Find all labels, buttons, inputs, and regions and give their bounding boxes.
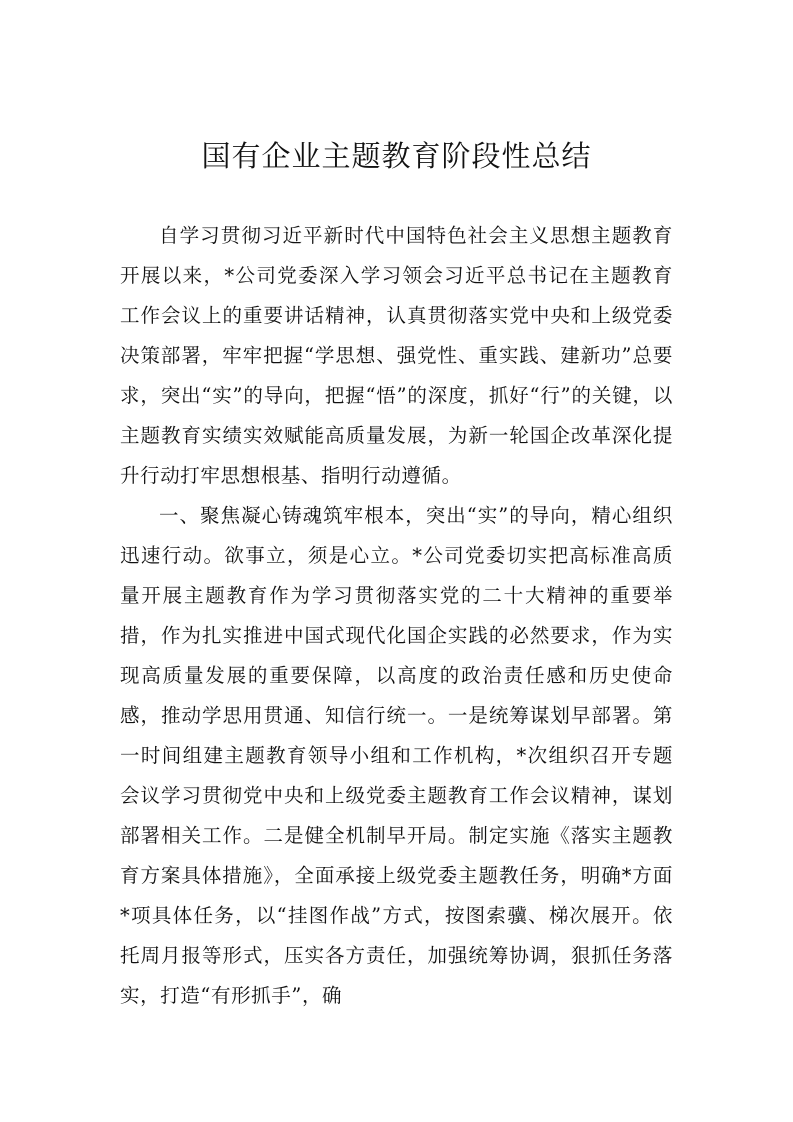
paragraph-section-one: 一、聚焦凝心铸魂筑牢根本，突出“实”的导向，精心组织迅速行动。欲事立，须是心立。*公司党委切实把高标准高质量开展主题教育作为学习贯彻落实党的二十大精神的重要举措，作为扎实推进中国式现代化国企实践的必然要求，作为实现高质量发展的重要保障，以高度的政治责任感和历史使命感，推动学思用贯通、知信行统一。一是统筹谋划早部署。第一时间组建主题教育领导小组和工作机构，*次组织召开专题会议学习贯彻党中央和上级党委主题教育工作会议精神，谋划部署相关工作。二是健全机制早开局。制定实施《落实主题教育方案具体措施》，全面承接上级党委主题教任务，明确*方面*项具体任务，以“挂图作战”方式，按图索骥、梯次展开。依托周月报等形式，压实各方责任，加强统筹协调，狠抓任务落实，打造“有形抓手”，确 — [120, 504, 673, 1007]
document-title: 国有企业主题教育阶段性总结 — [201, 139, 592, 173]
document-body — [120, 216, 673, 1016]
paragraph-intro: 自学习贯彻习近平新时代中国特色社会主义思想主题教育开展以来，*公司党委深入学习领会习近平总书记在主题教育工作会议上的重要讲话精神，认真贯彻落实党中央和上级党委决策部署，牢牢把握“学思想、强党性、重实践、建新功”总要求，突出“实”的导向，把握“悟”的深度，抓好“行”的关键，以主题教育实绩实效赋能高质量发展，为新一轮国企改革深化提升行动打牢思想根基、指明行动遵循。 — [120, 224, 673, 487]
